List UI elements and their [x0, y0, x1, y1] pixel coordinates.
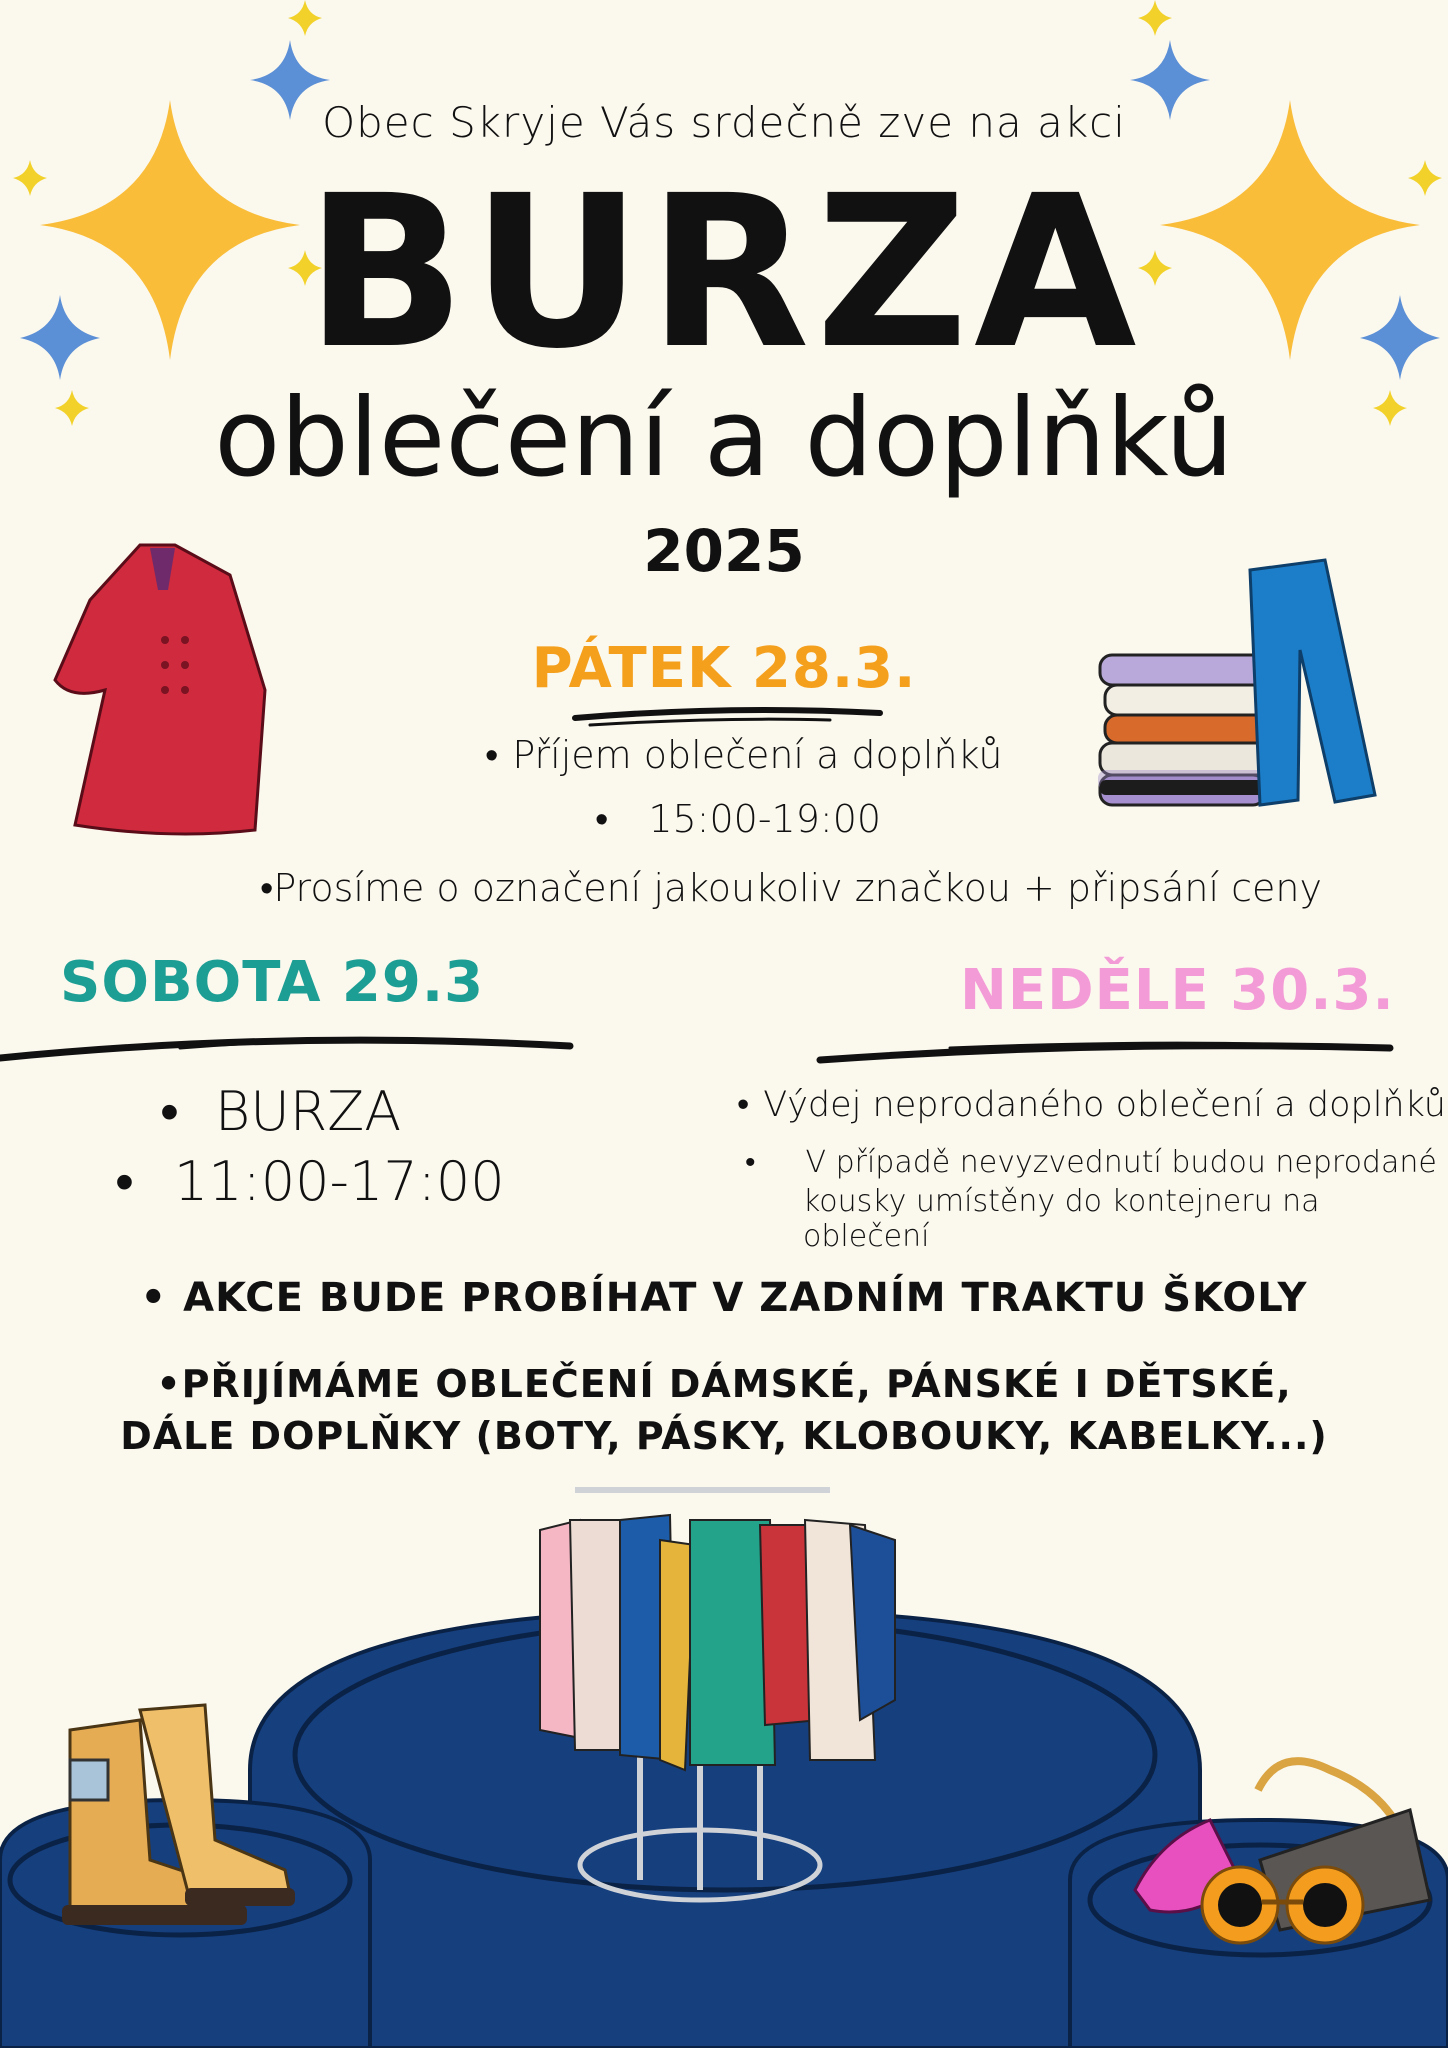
bullet-icon: •: [595, 797, 609, 841]
friday-note-text: Prosíme o označení jakoukoliv značkou + připsání ceny: [273, 866, 1322, 910]
bullet-icon: •: [160, 1080, 179, 1143]
saturday-item-time: [115, 1150, 505, 1213]
bullet-icon: •: [140, 1275, 168, 1321]
accept-info-line2: DÁLE DOPLŇKY (BOTY, PÁSKY, KLOBOUKY, KABELKY...): [120, 1414, 1328, 1458]
saturday-item-burza: [160, 1080, 401, 1143]
sunday-item-pickup: [737, 1085, 1446, 1125]
saturday-time-text: 11:00-17:00: [173, 1150, 505, 1213]
saturday-heading: SOBOTA 29.3: [60, 950, 485, 1015]
bullet-icon: •: [156, 1362, 182, 1406]
friday-heading: PÁTEK 28.3.: [531, 636, 917, 701]
accept-info-line1: [0, 1362, 1448, 1406]
bullet-icon: •: [745, 1145, 756, 1180]
friday-time-text: 15:00-19:00: [648, 797, 882, 841]
sunday-note-line1: V případě nevyzvednutí budou neprodané: [805, 1145, 1437, 1180]
event-year: 2025: [643, 517, 805, 585]
friday-item-time: [595, 797, 881, 842]
event-subtitle: oblečení a doplňků: [214, 376, 1234, 501]
friday-item-intake: • Příjem oblečení a doplňků: [485, 733, 1003, 778]
bullet-icon: •: [737, 1085, 750, 1125]
location-text: AKCE BUDE PROBÍHAT V ZADNÍM TRAKTU ŠKOLY: [183, 1275, 1308, 1321]
sunday-pickup-text: Výdej neprodaného oblečení a doplňků: [763, 1085, 1446, 1125]
invitation-text: Obec Skryje Vás srdečně zve na akci: [322, 98, 1126, 147]
bullet-icon: •: [115, 1150, 134, 1213]
bullet-icon: •: [260, 866, 274, 910]
saturday-burza-text: BURZA: [214, 1080, 402, 1143]
event-title: BURZA: [305, 150, 1143, 395]
friday-note: [260, 866, 1322, 911]
location-info: [0, 1275, 1448, 1321]
sunday-note: [745, 1145, 1445, 1254]
accept-line1-text: PŘIJÍMÁME OBLEČENÍ DÁMSKÉ, PÁNSKÉ I DĚTSKÉ,: [181, 1362, 1292, 1406]
sunday-heading: NEDĚLE 30.3.: [960, 958, 1395, 1023]
sunday-note-line2: kousky umístěny do kontejneru na oblečení: [803, 1184, 1320, 1254]
